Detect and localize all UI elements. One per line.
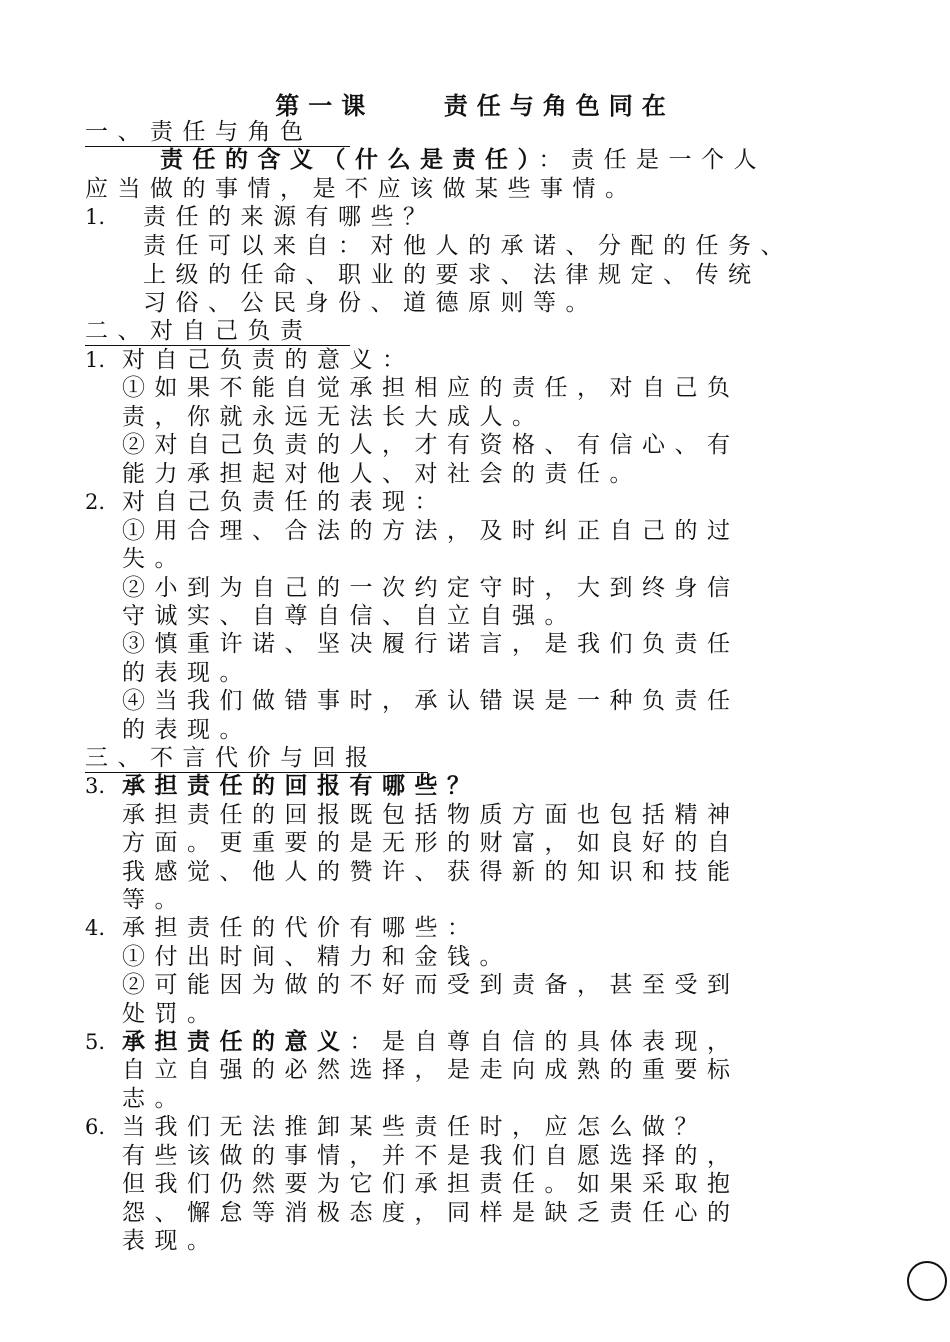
answer-line: 方面。更重要的是无形的财富，如良好的自 <box>122 830 740 856</box>
section-heading-2: 二、对自己负责 <box>85 317 350 346</box>
answer-line: 表现。 <box>122 1228 220 1254</box>
answer-line: 责任可以来自：对他人的承诺、分配的任务、 <box>143 233 793 259</box>
answer-line: ④当我们做错事时，承认错误是一种负责任 <box>122 688 740 714</box>
answer-line: 失。 <box>122 546 187 572</box>
answer-line: 我感觉、他人的赞许、获得新的知识和技能 <box>122 859 740 885</box>
definition-line-1 <box>160 146 766 174</box>
question-2-1-title: 对自己负责的意义： <box>122 347 415 373</box>
section-heading-1: 一、责任与角色 <box>85 118 350 147</box>
answer-line: 自立自强的必然选择，是走向成熟的重要标 <box>122 1057 740 1083</box>
section-heading-3: 三、不言代价与回报 <box>85 744 428 773</box>
answer-line: 责，你就永远无法长大成人。 <box>122 404 545 430</box>
answer-line: ③慎重许诺、坚决履行诺言，是我们负责任 <box>122 631 740 657</box>
question-6-title: 当我们无法推卸某些责任时，应怎么做？ <box>122 1114 707 1140</box>
question-number: 4. <box>85 916 106 940</box>
question-number: 2. <box>85 490 106 514</box>
question-2-2-title: 对自己负责任的表现： <box>122 489 447 515</box>
question-5-label: 承担责任的意义 <box>122 1028 350 1055</box>
definition-text-1: ：责任是一个人 <box>538 147 766 173</box>
answer-line: 承担责任的回报既包括物质方面也包括精神 <box>122 802 740 828</box>
page-title: 第一课 责任与角色同在 <box>275 91 675 120</box>
answer-line: 处罚。 <box>122 1001 220 1027</box>
question-1-title: 责任的来源有哪些？ <box>143 204 436 230</box>
answer-line: ①如果不能自觉承担相应的责任，对自己负 <box>122 375 740 401</box>
question-number: 5. <box>85 1030 106 1054</box>
answer-line: 上级的任命、职业的要求、法律规定、传统 <box>143 262 761 288</box>
answer-line: 有些该做的事情，并不是我们自愿选择的， <box>122 1143 740 1169</box>
page-marker-circle <box>907 1261 947 1301</box>
question-3-title: 承担责任的回报有哪些？ <box>122 772 480 799</box>
answer-line: ①付出时间、精力和金钱。 <box>122 944 512 970</box>
answer-line: 等。 <box>122 887 187 913</box>
answer-line: ①用合理、合法的方法，及时纠正自己的过 <box>122 518 740 544</box>
definition-label: 责任的含义（什么是责任） <box>160 146 539 173</box>
answer-line: ②对自己负责的人，才有资格、有信心、有 <box>122 432 740 458</box>
answer-line: 志。 <box>122 1086 187 1112</box>
question-number: 3. <box>85 774 106 798</box>
question-number: 1. <box>85 205 106 229</box>
question-number: 6. <box>85 1115 106 1139</box>
answer-line: 但我们仍然要为它们承担责任。如果采取抱 <box>122 1171 740 1197</box>
definition-line-2: 应当做的事情，是不应该做某些事情。 <box>85 176 638 202</box>
answer-line: 能力承担起对他人、对社会的责任。 <box>122 461 642 487</box>
question-number: 1. <box>85 348 106 372</box>
answer-line: 习俗、公民身份、道德原则等。 <box>143 290 598 316</box>
answer-line: 的表现。 <box>122 660 252 686</box>
answer-line: ②可能因为做的不好而受到责备，甚至受到 <box>122 972 740 998</box>
answer-line: 守诚实、自尊自信、自立自强。 <box>122 603 577 629</box>
question-5-text: ：是自尊自信的具体表现， <box>349 1029 740 1055</box>
question-5-line-1 <box>122 1028 740 1056</box>
answer-line: 怨、懈怠等消极态度，同样是缺乏责任心的 <box>122 1200 740 1226</box>
question-4-title: 承担责任的代价有哪些： <box>122 915 480 941</box>
answer-line: ②小到为自己的一次约定守时，大到终身信 <box>122 575 740 601</box>
answer-line: 的表现。 <box>122 717 252 743</box>
